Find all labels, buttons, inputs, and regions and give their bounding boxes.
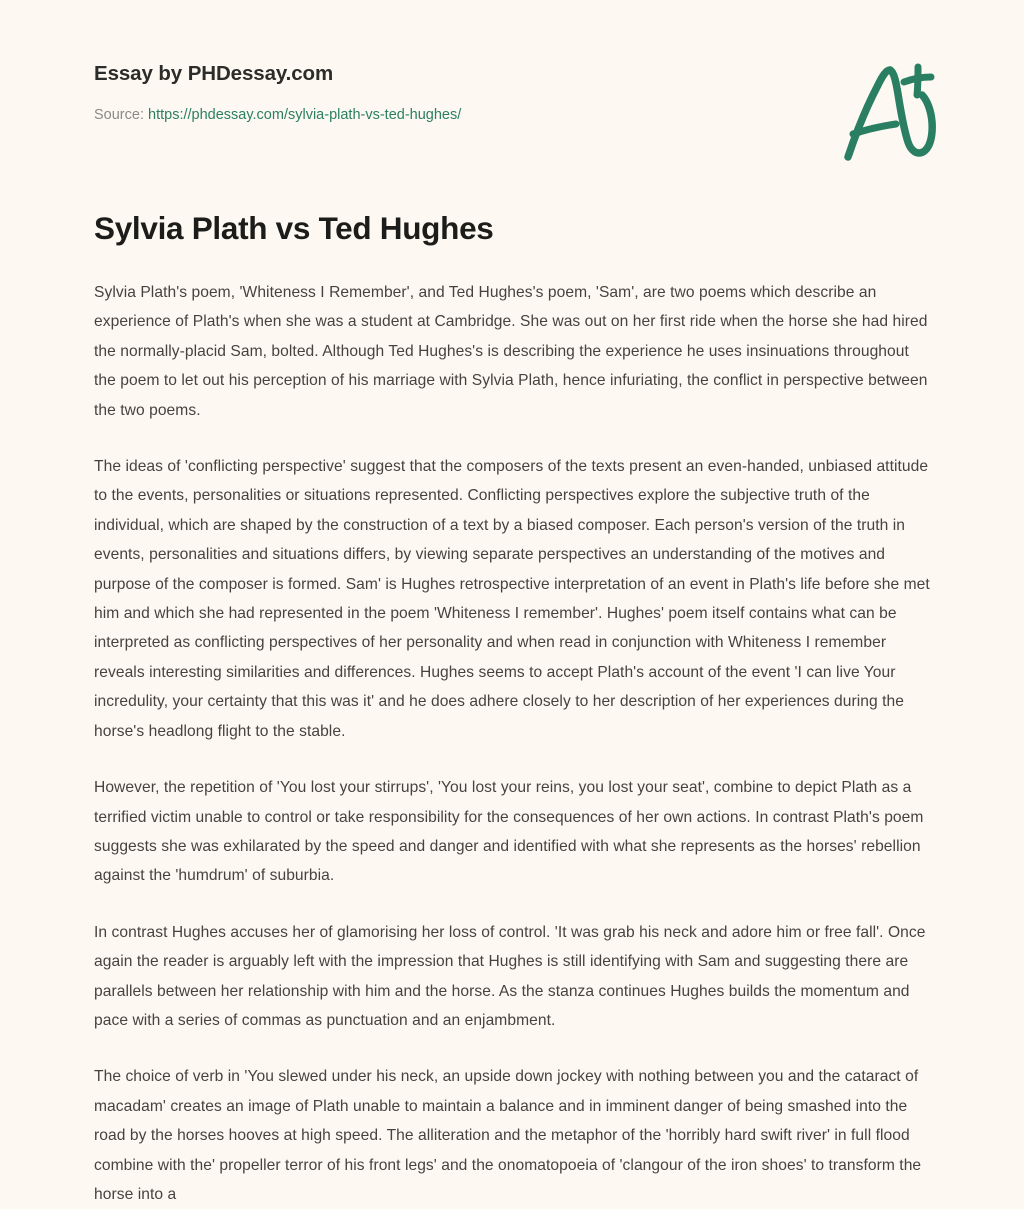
a-plus-logo-icon bbox=[832, 58, 952, 168]
source-line bbox=[94, 106, 954, 125]
paragraph: The ideas of 'conflicting perspective' suggest that the composers of the texts present an even-handed, unbiased attitude to the events, personalities or situations represented. Conflicting perspectives explore the subjective truth of the individual, which are shaped by the construction of a text by a biased composer. Each person's version of the truth in events, personalities and situations differs, by viewing separate perspectives an understanding of the motives and purpose of the composer is formed. Sam' is Hughes retrospective interpretation of an event in Plath's life before she met him and which she had represented in the poem 'Whiteness I remember'. Hughes' poem itself contains what can be interpreted as conflicting perspectives of her personality and when read in conjunction with Whiteness I remember reveals interesting similarities and differences. Hughes seems to accept Plath's account of the event 'I can live Your incredulity, your certainty that this was it' and he does adhere closely to her description of her experiences during the horse's headlong flight to the stable. bbox=[94, 458, 930, 740]
paragraph: In contrast Hughes accuses her of glamorising her loss of control. 'It was grab his neck and adore him or free fall'. Once again the reader is arguably left with the impression that Hughes is still identifying with Sam and suggesting there are parallels between her relationship with him and the horse. As the stanza continues Hughes builds the momentum and pace with a series of commas as punctuation and an enjambment. bbox=[94, 923, 926, 1029]
page-title: Sylvia Plath vs Ted Hughes bbox=[94, 210, 494, 246]
paragraph: Sylvia Plath's poem, 'Whiteness I Remember', and Ted Hughes's poem, 'Sam', are two poems which describe an experience of Plath's when she was a student at Cambridge. She was out on her first ride when the horse she had hired the normally-placid Sam, bolted. Although Ted Hughes's is describing the experience he uses insinuations throughout the poem to let out his perception of his marriage with Sylvia Plath, hence infuriating, the conflict in perspective between the two poems. bbox=[94, 284, 928, 419]
paragraph: However, the repetition of 'You lost your stirrups', 'You lost your reins, you lost your seat', combine to depict Plath as a terrified victim unable to control or take responsibility for the consequences of her own actions. In contrast Plath's poem suggests she was exhilarated by the speed and danger and identified with what she represents as the horses' rebellion against the 'humdrum' of suburbia. bbox=[94, 779, 924, 885]
source-url-link[interactable]: https://phdessay.com/sylvia-plath-vs-ted-hughes/ bbox=[148, 106, 462, 123]
brand-heading: Essay by PHDessay.com bbox=[94, 62, 334, 85]
a-plus-logo bbox=[832, 58, 952, 168]
essay-body bbox=[94, 278, 932, 1209]
paragraph: The choice of verb in 'You slewed under his neck, an upside down jockey with nothing between you and the cataract of macadam' creates an image of Plath unable to maintain a balance and in imminent danger of being smashed into the road by the horses hooves at high speed. The alliteration and the metaphor of the 'horribly hard swift river' in full flood combine with the' propeller terror of his front legs' and the onomatopoeia of 'clangour of the iron shoes' to transform the horse into a bbox=[94, 1068, 922, 1203]
source-label: Source: bbox=[94, 106, 144, 123]
document-header bbox=[94, 62, 954, 172]
